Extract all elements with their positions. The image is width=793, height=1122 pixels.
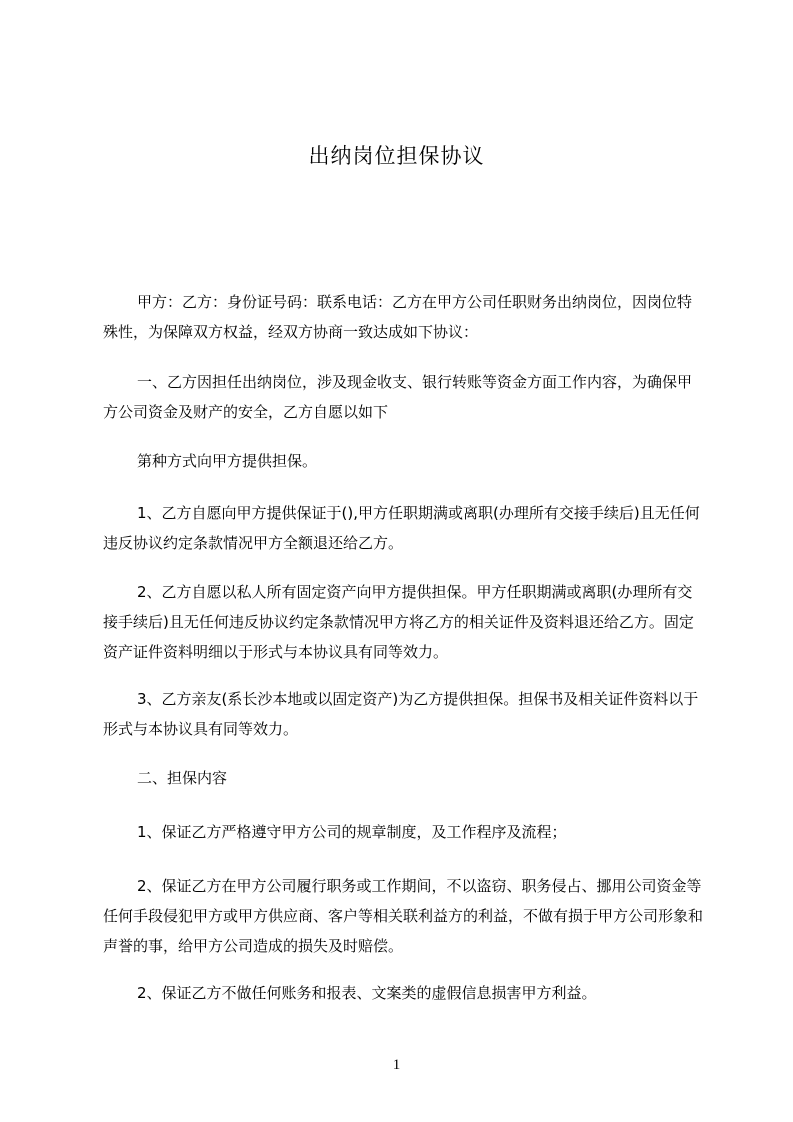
paragraph-guarantee-method: 第种方式向甲方提供担保。: [137, 452, 318, 470]
paragraph-section-one: 一、乙方因担任出纳岗位，涉及现金收支、银行转账等资金方面工作内容，为确保甲方公司资金及财产的安全，乙方自愿以如下: [103, 373, 693, 421]
heading-section-two: 二、担保内容: [137, 769, 228, 787]
paragraph-item-3: 3、乙方亲友(系长沙本地或以固定资产)为乙方提供担保。担保书及相关证件资料以于形式与本协议具有同等效力。: [103, 690, 699, 738]
page-number: 1: [392, 1057, 401, 1073]
paragraph-parties: 甲方：乙方：身份证号码：联系电话：乙方在甲方公司任职财务出纳岗位，因岗位特殊性，为保障双方权益，经双方协商一致达成如下协议：: [103, 293, 693, 341]
paragraph-item-1: 1、乙方自愿向甲方提供保证于(),甲方任职期满或离职(办理所有交接手续后)且无任何违反协议约定条款情况甲方全额退还给乙方。: [103, 504, 700, 552]
paragraph-content-1: 1、保证乙方严格遵守甲方公司的规章制度，及工作程序及流程；: [137, 823, 567, 841]
paragraph-content-3: 2、保证乙方不做任何账务和报表、文案类的虚假信息损害甲方利益。: [137, 984, 597, 1002]
paragraph-item-2: 2、乙方自愿以私人所有固定资产向甲方提供担保。甲方任职期满或离职(办理所有交接手续后)且无任何违反协议约定条款情况甲方将乙方的相关证件及资料退还给乙方。固定资产证件资料明细以于形式与本协议具有同等效力。: [103, 583, 694, 661]
paragraph-content-2: 2、保证乙方在甲方公司履行职务或工作期间，不以盗窃、职务侵占、挪用公司资金等任何手段侵犯甲方或甲方供应商、客户等相关联利益方的利益，不做有损于甲方公司形象和声誉的事，给甲方公司造成的损失及时赔偿。: [103, 877, 704, 955]
document-title: 出纳岗位担保协议: [308, 144, 485, 168]
